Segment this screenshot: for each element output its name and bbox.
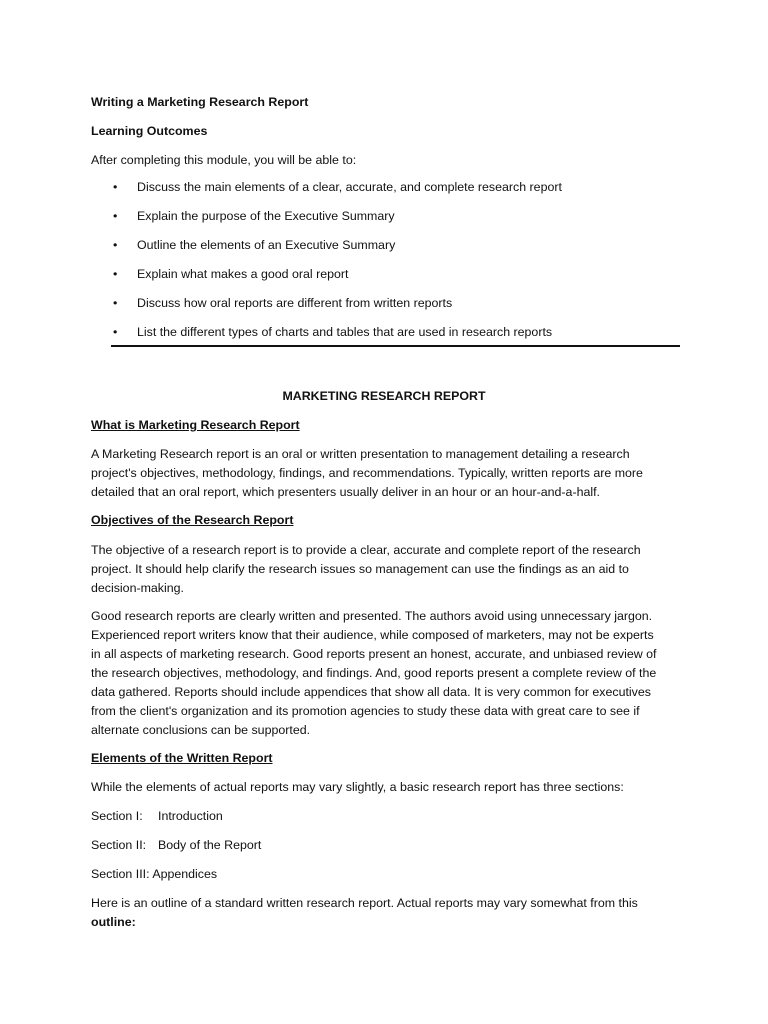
list-item: • Explain what makes a good oral report [113,265,562,294]
objectives-paragraph-2: Good research reports are clearly written and presented. The authors avoid using unnecessary jargon. Experienced report writers know that their audience, while composed of marketers, may not be experts in all aspects of marketing research. Good reports present an honest, accurate, and unbiased review of the research objectives, methodology, and findings. And, good reports present a complete review of the data gathered. Reports should include appendices that show all data. It is very common for executives from the client's organization and its promotion agencies to study these data with great care to see if alternate conclusions can be supported. [91,609,657,737]
what-is-paragraph: A Marketing Research report is an oral or written presentation to management detailing a research project's objectives, methodology, findings, and recommendations. Typically, written reports are more detailed that an oral report, which presenters usually deliver in an hour or an hour-and-a-half. [91,447,643,499]
section-item: Section II: Body of the Report [91,838,262,852]
list-item: • List the different types of charts and tables that are used in research reports [113,323,562,352]
bullet-icon: • [113,180,118,194]
bullet-icon: • [113,209,118,223]
outline-paragraph: Here is an outline of a standard written research report. Actual reports may vary somewhat from this outline: [91,896,638,929]
bullet-icon: • [113,267,118,281]
elements-intro: While the elements of actual reports may vary slightly, a basic research report has three sections: [91,780,624,794]
outcomes-intro: After completing this module, you will be able to: [91,153,357,167]
bullet-icon: • [113,325,118,339]
objectives-heading: Objectives of the Research Report [91,513,294,527]
document-title: Writing a Marketing Research Report [91,95,309,109]
what-is-heading: What is Marketing Research Report [91,418,300,432]
elements-heading: Elements of the Written Report [91,751,273,765]
horizontal-divider [111,345,680,347]
outcomes-list [113,178,562,352]
list-item: • Explain the purpose of the Executive Summary [113,207,562,236]
objectives-paragraph-1: The objective of a research report is to provide a clear, accurate and complete report of the research project. It should help clarify the research issues so management can use the findings as an aid to decision-making. [91,543,641,595]
list-item: • Outline the elements of an Executive Summary [113,236,562,265]
list-item: • Discuss the main elements of a clear, accurate, and complete research report [113,178,562,207]
section-item: Section I: Introduction [91,809,223,823]
bullet-icon: • [113,296,118,310]
bullet-icon: • [113,238,118,252]
section-title: MARKETING RESEARCH REPORT [282,389,486,403]
learning-outcomes-heading: Learning Outcomes [91,124,208,138]
section-item: Section III: Appendices [91,867,218,881]
list-item: • Discuss how oral reports are different from written reports [113,294,562,323]
